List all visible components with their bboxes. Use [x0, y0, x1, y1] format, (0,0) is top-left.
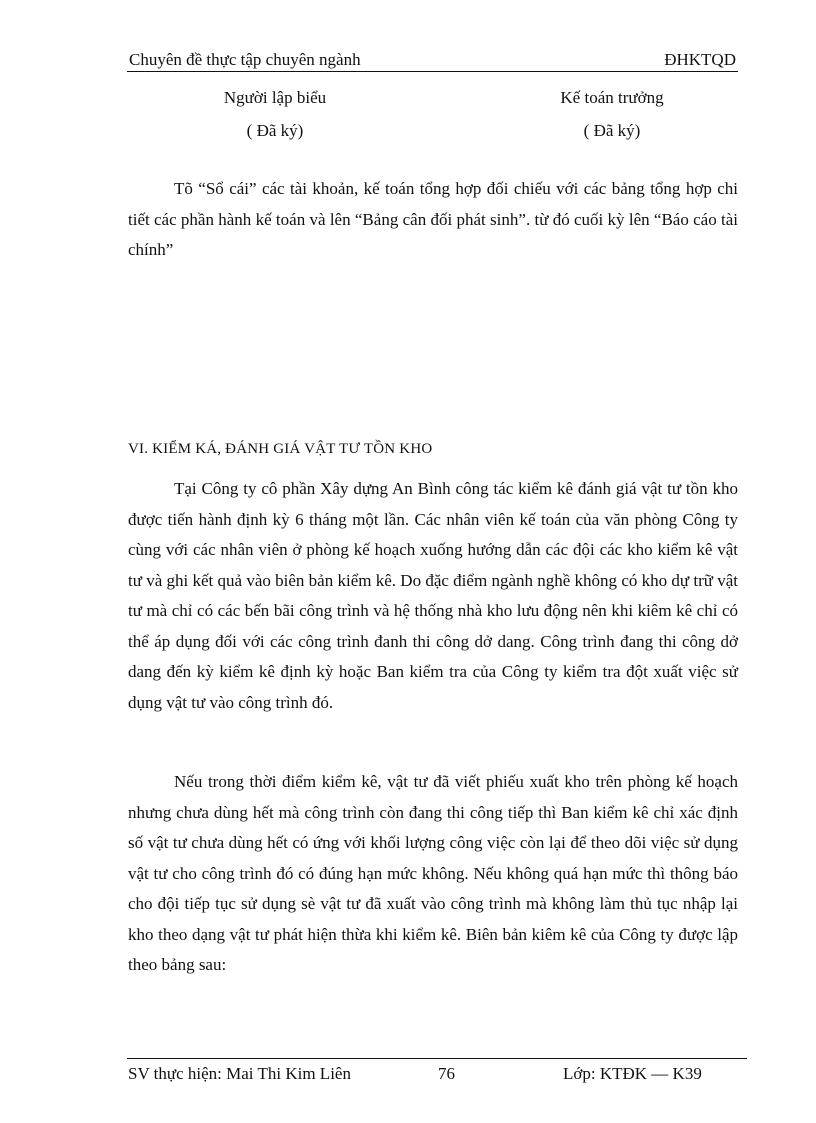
- paragraph-inventory-procedure: Nếu trong thời điểm kiểm kê, vật tư đã viết phiếu xuất kho trên phòng kế hoạch nhưng chưa dùng hết mà công trình còn đang thi công tiếp thì Ban kiểm kê chỉ xác định số vật tư chưa dùng hết có ứng với khối lượng công việc còn lại để theo dõi việc sử dụng vật tư cho công trình đó có đúng hạn mức không. Nếu không quá hạn mức thì thông báo cho đội tiếp tục sử dụng sè vật tư đã xuất vào công trình mà không làm thủ tục nhập lại kho theo dạng vật tư phát hiện thừa khi kiểm kê. Biên bản kiêm kê của Công ty được lập theo bảng sau:: [128, 772, 738, 974]
- paragraph-inventory-count: Tại Công ty cô phần Xây dựng An Bình công tác kiểm kê đánh giá vật tư tồn kho được tiến hành định kỳ 6 tháng một lần. Các nhân viên kế toán của văn phòng Công ty cùng với các nhân viên ở phòng kế hoạch xuống hướng dẫn các đội các kho kiểm kê vật tư và ghi kết quả vào biên bản kiểm kê. Do đặc điểm ngành nghề không có kho dự trữ vật tư mà chỉ có các bến bãi công trình và hệ thống nhà kho lưu động nên khi kiêm kê chỉ có thể áp dụng đối với các công trình đanh thi công dở dang. Công trình đang thi công dở dang đến kỳ kiểm kê định kỳ hoặc Ban kiểm tra của Công ty kiểm tra đột xuất việc sử dụng vật tư vào công trình đó.: [128, 479, 738, 712]
- footer-rule: [127, 1058, 747, 1059]
- section-heading: VI. KIỂM KÁ, ĐÁNH GIÁ VẬT TƯ TỒN KHO: [128, 441, 433, 457]
- page-number: 76: [438, 1064, 455, 1083]
- header-rule: [127, 71, 738, 72]
- paragraph-ledger: Tõ “Sổ cái” các tài khoản, kế toán tổng hợp đối chiếu với các bảng tổng hợp chi tiết các phần hành kế toán và lên “Bảng cân đối phát sinh”. từ đó cuối kỳ lên “Báo cáo tài chính”: [128, 179, 738, 259]
- preparer-status: ( Đã ký): [246, 121, 304, 140]
- footer-student: SV thực hiện: Mai Thi Kim Liên: [128, 1064, 351, 1083]
- chief-accountant-title: Kế toán trưởng: [560, 88, 664, 107]
- page-header: [127, 48, 738, 72]
- header-title: Chuyên đề thực tập chuyên ngành: [129, 50, 361, 69]
- header-institution: ĐHKTQD: [664, 50, 736, 69]
- chief-accountant-status: ( Đã ký): [583, 121, 641, 140]
- preparer-title: Người lập biểu: [223, 88, 327, 107]
- footer-class: Lớp: KTĐK — K39: [563, 1064, 702, 1083]
